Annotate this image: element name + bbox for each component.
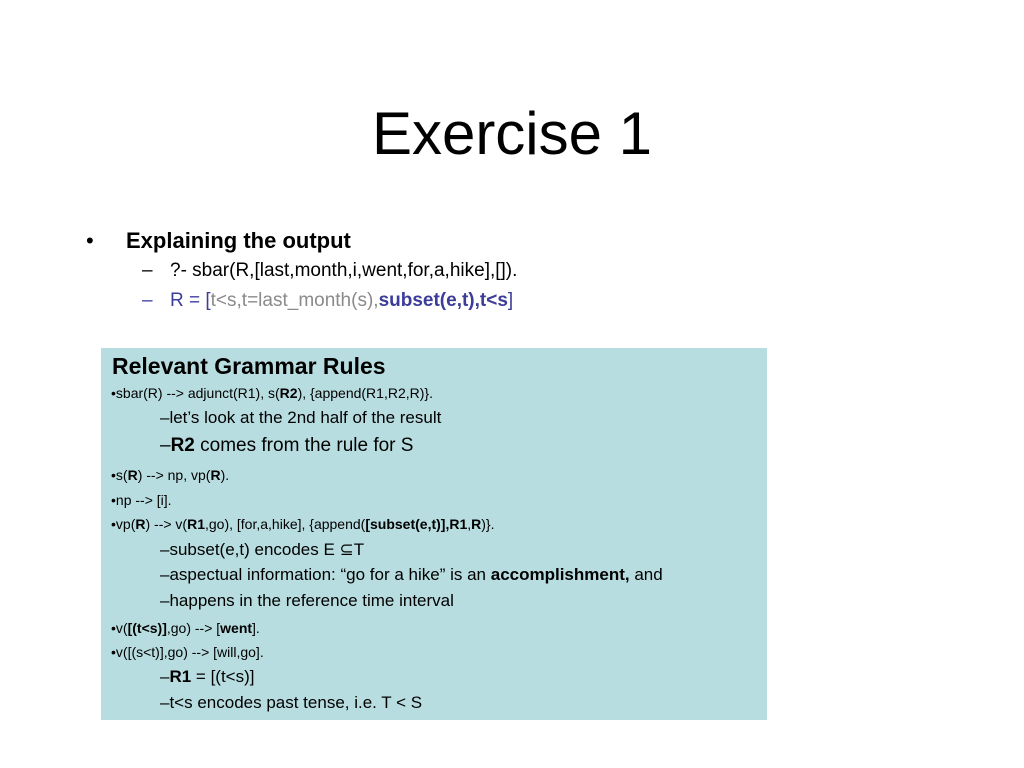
rule-text: •vp(: [111, 516, 136, 532]
rule-text: and: [629, 565, 663, 584]
rule-text: ).: [220, 467, 230, 483]
note-past-tense: –t<s encodes past tense, i.e. T < S: [160, 693, 423, 712]
bullet-list: [86, 226, 946, 316]
dash-marker: –: [160, 435, 171, 456]
note-r2: [160, 435, 413, 457]
result-suffix: ]: [507, 290, 514, 311]
bullet-explaining-output: [86, 226, 946, 256]
rule-v-will-go: •v([(s<t)],go) --> [will,go].: [111, 644, 264, 660]
rule-bold: R: [471, 516, 482, 532]
rule-bold: [subset(e,t)],R1: [365, 516, 468, 532]
rule-text: •sbar(R) --> adjunct(R1), s(: [111, 385, 280, 401]
rule-text: –aspectual information: “go for a hike” is an: [160, 565, 491, 584]
note-lets-look: –let’s look at the 2nd half of the result: [160, 408, 442, 427]
note-r1: [160, 666, 255, 688]
box-title: Relevant Grammar Rules: [112, 353, 386, 379]
rule-bold: [(t<s)]: [127, 620, 167, 636]
grammar-rules-box: [101, 348, 767, 720]
rule-bold: R1: [187, 516, 205, 532]
rule-text: comes from the rule for S: [194, 435, 414, 456]
rule-bold: went: [220, 620, 253, 636]
note-aspectual: [160, 564, 663, 586]
rule-text: ) --> np, vp(: [137, 467, 211, 483]
dash-marker: –: [160, 667, 170, 686]
result-bold-part: subset(e,t),t<s: [378, 290, 508, 311]
sub-bullet-result: [86, 286, 946, 316]
rule-text: ,go) --> [: [166, 620, 221, 636]
rule-text: ,go), [for,a,hike], {append(: [205, 516, 366, 532]
rule-sbar: [111, 384, 433, 402]
bullet-heading: Explaining the output: [126, 228, 351, 253]
rule-text: •v(: [111, 620, 128, 636]
rule-vp: [111, 515, 495, 533]
rule-bold: R2: [279, 385, 298, 401]
result-prefix: R = [: [170, 290, 211, 311]
rule-v-went: [111, 619, 260, 637]
rule-text: ) --> v(: [145, 516, 188, 532]
rule-text: ), {append(R1,R2,R)}.: [297, 385, 433, 401]
rule-bold: R: [127, 467, 138, 483]
rule-bold: R1: [169, 667, 192, 686]
rule-text: )}.: [481, 516, 495, 532]
query-text: ?- sbar(R,[last,month,i,went,for,a,hike],[]).: [170, 260, 518, 281]
rule-text: ].: [252, 620, 260, 636]
rule-bold: accomplishment,: [490, 565, 630, 584]
note-subset-encodes: –subset(e,t) encodes E ⊆T: [160, 540, 365, 559]
dash-marker: –: [142, 290, 153, 311]
rule-np: •np --> [i].: [111, 492, 172, 508]
rule-text: ,: [467, 516, 472, 532]
slide-title: Exercise 1: [371, 100, 653, 167]
sub-bullet-query: [86, 256, 946, 286]
result-gray-part: t<s,t=last_month(s),: [210, 290, 379, 311]
rule-bold: R2: [170, 435, 195, 456]
dash-marker: –: [142, 260, 153, 281]
rule-text: •s(: [111, 467, 128, 483]
rule-text: = [(t<s)]: [191, 667, 255, 686]
rule-bold: R: [210, 467, 221, 483]
note-happens: –happens in the reference time interval: [160, 591, 454, 610]
rule-s: [111, 466, 229, 484]
bullet-marker: •: [86, 228, 94, 253]
rule-bold: R: [135, 516, 146, 532]
